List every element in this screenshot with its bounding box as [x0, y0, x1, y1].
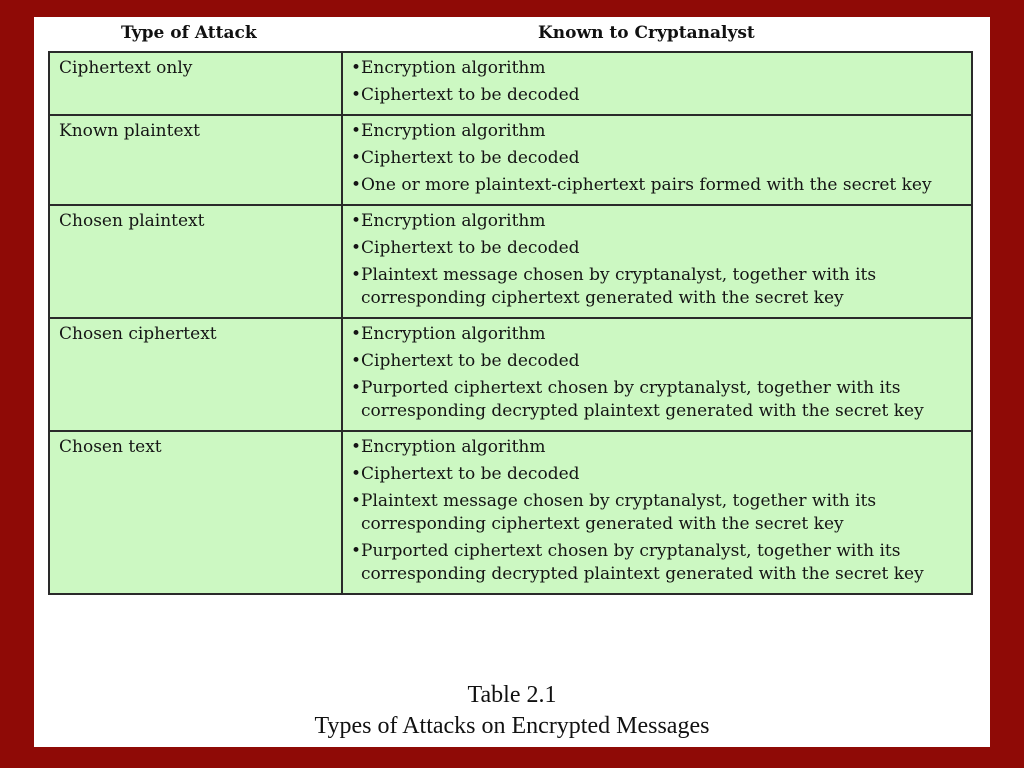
list-item: [351, 57, 965, 80]
table-caption-number: Table 2.1: [467, 682, 557, 708]
known-items-list: [351, 436, 965, 586]
list-item: [351, 463, 965, 486]
known-items-cell: [342, 318, 972, 431]
attack-type-cell: Known plaintext: [49, 115, 342, 205]
list-item: [351, 84, 965, 107]
known-items-cell: [342, 52, 972, 115]
table-row: [49, 205, 972, 318]
table-header-row: [49, 19, 972, 52]
bullet-icon: •: [351, 464, 362, 484]
attack-type-cell: Chosen text: [49, 431, 342, 594]
known-items-list: [351, 210, 965, 310]
list-item-text: Purported ciphertext chosen by cryptanalyst, together with its corresponding decrypted plaintext generated with the secret key: [361, 541, 924, 584]
table-body: [49, 52, 972, 594]
table-row: [49, 52, 972, 115]
list-item: [351, 490, 965, 536]
list-item-text: Purported ciphertext chosen by cryptanalyst, together with its corresponding decrypted plaintext generated with the secret key: [361, 378, 924, 421]
bullet-icon: •: [351, 58, 362, 78]
known-items-list: [351, 120, 965, 197]
bullet-icon: •: [351, 351, 362, 371]
list-item: [351, 350, 965, 373]
list-item-text: Encryption algorithm: [361, 324, 546, 344]
list-item: [351, 377, 965, 423]
list-item-text: Encryption algorithm: [361, 437, 546, 457]
list-item-text: Plaintext message chosen by cryptanalyst, together with its corresponding ciphertext generated with the secret key: [361, 491, 877, 534]
bullet-icon: •: [351, 211, 362, 231]
bullet-icon: •: [351, 121, 362, 141]
table-caption-title: Types of Attacks on Encrypted Messages: [314, 713, 710, 739]
attack-type-cell: Ciphertext only: [49, 52, 342, 115]
list-item: [351, 323, 965, 346]
list-item-text: Encryption algorithm: [361, 58, 546, 78]
known-items-cell: [342, 431, 972, 594]
table-row: [49, 115, 972, 205]
list-item: [351, 436, 965, 459]
list-item-text: Ciphertext to be decoded: [361, 464, 580, 484]
bullet-icon: •: [351, 491, 362, 511]
attack-table-container: [48, 19, 972, 595]
slide: [34, 17, 990, 747]
list-item-text: Ciphertext to be decoded: [361, 148, 580, 168]
attack-type-cell: Chosen plaintext: [49, 205, 342, 318]
list-item-text: Plaintext message chosen by cryptanalyst, together with its corresponding ciphertext generated with the secret key: [361, 265, 877, 308]
list-item: [351, 147, 965, 170]
attack-type-cell: Chosen ciphertext: [49, 318, 342, 431]
known-items-cell: [342, 205, 972, 318]
list-item-text: Encryption algorithm: [361, 121, 546, 141]
bullet-icon: •: [351, 265, 362, 285]
bullet-icon: •: [351, 238, 362, 258]
bullet-icon: •: [351, 85, 362, 105]
list-item: [351, 237, 965, 260]
bullet-icon: •: [351, 437, 362, 457]
bullet-icon: •: [351, 541, 362, 561]
header-known-to-cryptanalyst: Known to Cryptanalyst: [342, 19, 972, 52]
list-item-text: Ciphertext to be decoded: [361, 238, 580, 258]
list-item-text: One or more plaintext-ciphertext pairs formed with the secret key: [361, 175, 932, 195]
bullet-icon: •: [351, 324, 362, 344]
list-item: [351, 210, 965, 233]
table-row: [49, 431, 972, 594]
attack-table: [48, 19, 973, 595]
list-item: [351, 120, 965, 143]
bullet-icon: •: [351, 175, 362, 195]
bullet-icon: •: [351, 148, 362, 168]
bullet-icon: •: [351, 378, 362, 398]
table-row: [49, 318, 972, 431]
list-item: [351, 264, 965, 310]
list-item-text: Encryption algorithm: [361, 211, 546, 231]
known-items-cell: [342, 115, 972, 205]
list-item-text: Ciphertext to be decoded: [361, 351, 580, 371]
known-items-list: [351, 57, 965, 107]
list-item-text: Ciphertext to be decoded: [361, 85, 580, 105]
header-type-of-attack: Type of Attack: [49, 19, 342, 52]
known-items-list: [351, 323, 965, 423]
list-item: [351, 174, 965, 197]
list-item: [351, 540, 965, 586]
